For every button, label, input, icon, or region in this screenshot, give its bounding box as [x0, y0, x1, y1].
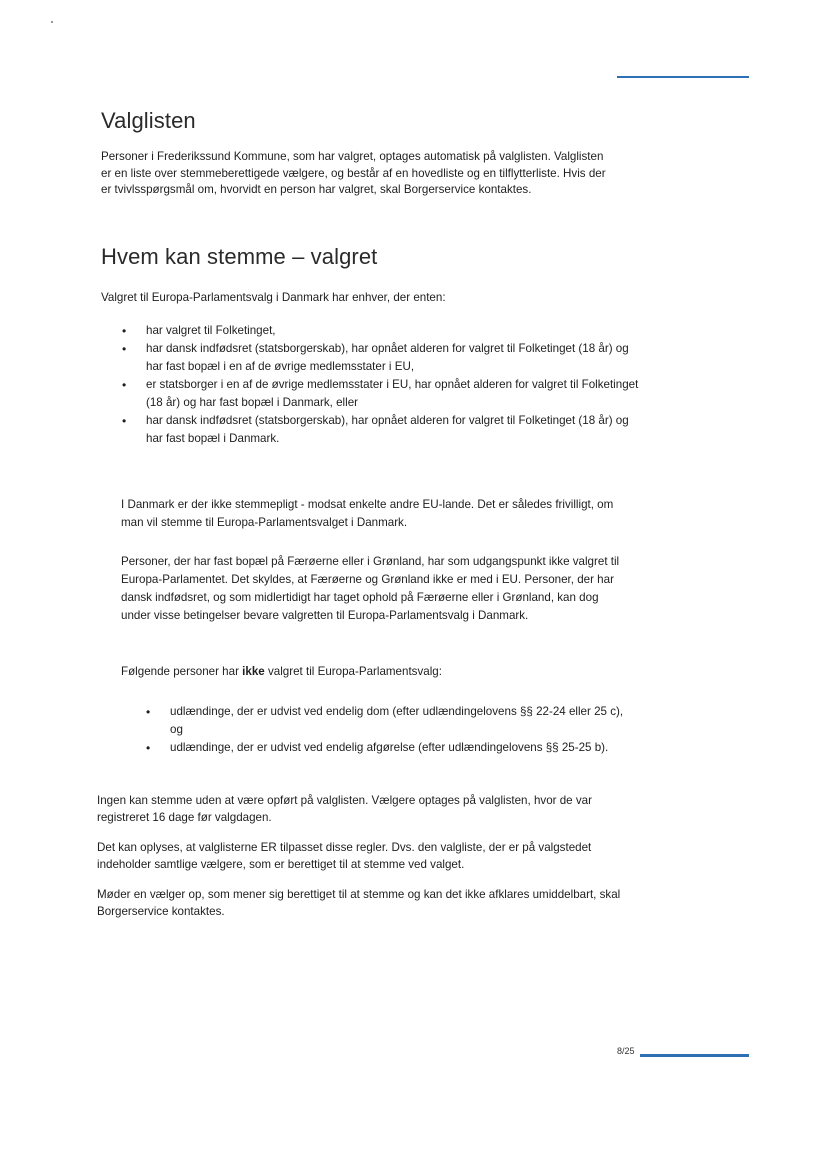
valgret-criteria-list [120, 322, 640, 448]
valglister-tilpasset-paragraph: Det kan oplyses, at valglisterne ER tilpasset disse regler. Dvs. den valgliste, der er på valgstedet indeholder samtlige vælgere, som er berettiget til at stemme ved valget. [97, 841, 592, 871]
bullet-icon: • [146, 705, 151, 719]
faeroerne-groenland-paragraph: Personer, der har fast bopæl på Færøerne eller i Grønland, har som udgangspunkt ikke valgret til Europa-Parlamentet. Det skyldes, at Færøerne og Grønland ikke er med i EU. Personer, der har dansk indfødsret, og som midlertidigt har taget ophold på Færøerne eller i Grønland, kan dog under visse betingelser bevare valgretten til Europa-Parlamentsvalg i Danmark. [121, 555, 620, 622]
list-item: • har valgret til Folketinget, [122, 324, 276, 338]
valglisten-paragraph: Personer i Frederikssund Kommune, som har valgret, optages automatisk på valglisten. Valglisten er en liste over stemmeberettigede vælgere, og består af en hovedliste og en tilflytterliste. Hvis der er tvivlsspørgsmål om, hvorvidt en person har valgret, skal Borgerservice kontaktes. [101, 150, 606, 197]
header-rule [617, 76, 749, 78]
list-item: • har dansk indfødsret (statsborgerskab), har opnået alderen for valgret til Folketinget (18 år) og har fast bopæl i Danmark. [122, 414, 629, 445]
bullet-icon: • [122, 342, 127, 356]
borgerservice-paragraph: Møder en vælger op, som mener sig berettiget til at stemme og kan det ikke afklares umiddelbart, skal Borgerservice kontaktes. [97, 888, 621, 918]
list-item: • udlændinge, der er udvist ved endelig afgørelse (efter udlændingelovens §§ 25-25 b). [146, 741, 609, 755]
ikke-valgret-intro: Følgende personer har ikke valgret til Europa-Parlamentsvalg: [121, 665, 442, 678]
valgret-intro: Valgret til Europa-Parlamentsvalg i Danmark har enhver, der enten: [101, 291, 446, 304]
list-item: • er statsborger i en af de øvrige medlemsstater i EU, har opnået alderen for valgret til Folketinget (18 år) og har fast bopæl i Danmark, eller [122, 378, 639, 409]
page-number: 8/25 [617, 1046, 635, 1056]
list-item: • udlændinge, der er udvist ved endelig dom (efter udlændingelovens §§ 22-24 eller 25 c), og [146, 705, 624, 736]
scan-speck [51, 21, 53, 23]
stemmepligt-paragraph: I Danmark er der ikke stemmepligt - modsat enkelte andre EU-lande. Det er således frivilligt, om man vil stemme til Europa-Parlamentsvalget i Danmark. [121, 498, 614, 529]
bullet-icon: • [146, 741, 151, 755]
footer-rule [640, 1054, 749, 1057]
bullet-icon: • [122, 324, 127, 338]
excluded-persons-list [144, 703, 624, 757]
bullet-icon: • [122, 414, 127, 428]
section-title-valglisten: Valglisten [101, 108, 196, 133]
section-title-valgret: Hvem kan stemme – valgret [101, 244, 378, 269]
list-item: • har dansk indfødsret (statsborgerskab), har opnået alderen for valgret til Folketinget (18 år) og har fast bopæl i en af de øvrige medlemsstater i EU, [122, 342, 629, 373]
valgliste-registration-paragraph: Ingen kan stemme uden at være opført på valglisten. Vælgere optages på valglisten, hvor de var registreret 16 dage før valgdagen. [97, 794, 592, 824]
bullet-icon: • [122, 378, 127, 392]
